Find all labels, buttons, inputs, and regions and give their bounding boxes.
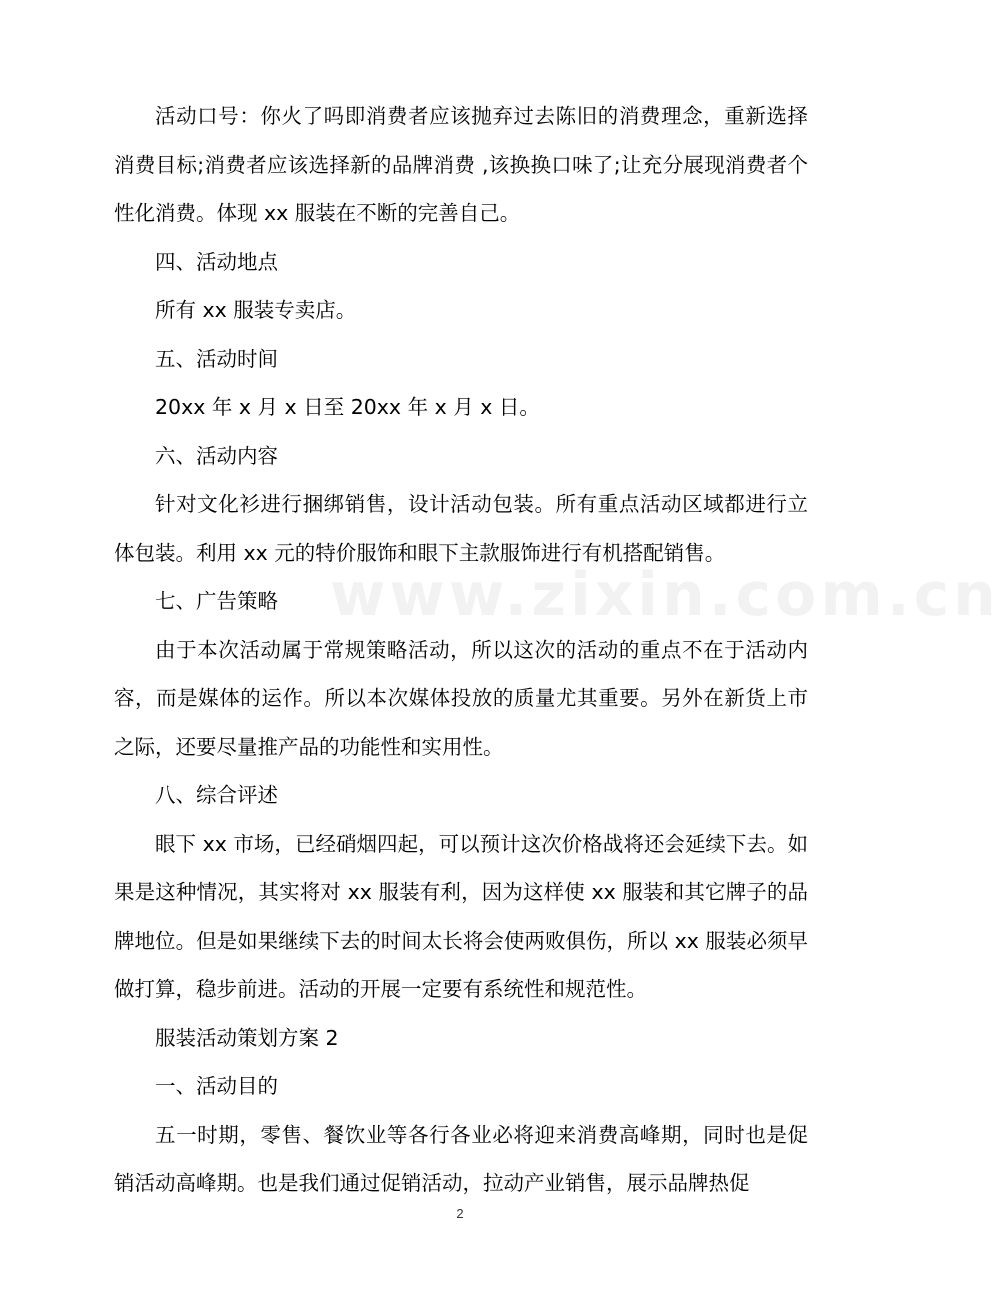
heading-purpose: 一、活动目的 bbox=[155, 1074, 278, 1098]
paragraph-time: 20xx 年 x 月 x 日至 20xx 年 x 月 x 日。 bbox=[155, 395, 540, 419]
paragraph-purpose: 五一时期，零售、餐饮业等各行各业必将迎来消费高峰期，同时也是促销活动高峰期。也是我们通过促销活动，拉动产业销售，展示品牌热促 bbox=[114, 1122, 808, 1195]
paragraph-content: 针对文化衫进行捆绑销售，设计活动包装。所有重点活动区域都进行立体包装。利用 xx 元的特价服饰和眼下主款服饰进行有机搭配销售。 bbox=[114, 492, 808, 565]
document-body bbox=[114, 92, 808, 1208]
heading-location: 四、活动地点 bbox=[155, 249, 278, 274]
paragraph-location: 所有 xx 服装专卖店。 bbox=[155, 298, 357, 322]
paragraph-summary: 眼下 xx 市场，已经硝烟四起，可以预计这次价格战将还会延续下去。如果是这种情况，其实将对 xx 服装有利，因为这样使 xx 服装和其它牌子的品牌地位。但是如果继续下去的时间太长将会使两败俱伤，所以 xx 服装必须早做打算，稳步前进。活动的开展一定要有系统性和规范性。 bbox=[114, 831, 808, 1001]
paragraph-ad-strategy: 由于本次活动属于常规策略活动，所以这次的活动的重点不在于活动内容，而是媒体的运作。所以本次媒体投放的质量尤其重要。另外在新货上市之际，还要尽量推产品的功能性和实用性。 bbox=[114, 637, 808, 759]
watermark: www.zixin.com.cn bbox=[330, 560, 1000, 630]
heading-ad-strategy: 七、广告策略 bbox=[155, 589, 278, 613]
heading-content: 六、活动内容 bbox=[155, 443, 278, 468]
heading-plan-2: 服装活动策划方案 2 bbox=[155, 1025, 339, 1050]
heading-summary: 八、综合评述 bbox=[155, 783, 278, 807]
paragraph-slogan: 活动口号：你火了吗即消费者应该抛弃过去陈旧的消费理念，重新选择消费目标;消费者应该选择新的品牌消费 ,该换换口味了;让充分展现消费者个性化消费。体现 xx 服装在不断的完善自己。 bbox=[114, 104, 808, 225]
page-number: 2 bbox=[456, 1206, 464, 1221]
heading-time: 五、活动时间 bbox=[155, 346, 278, 371]
